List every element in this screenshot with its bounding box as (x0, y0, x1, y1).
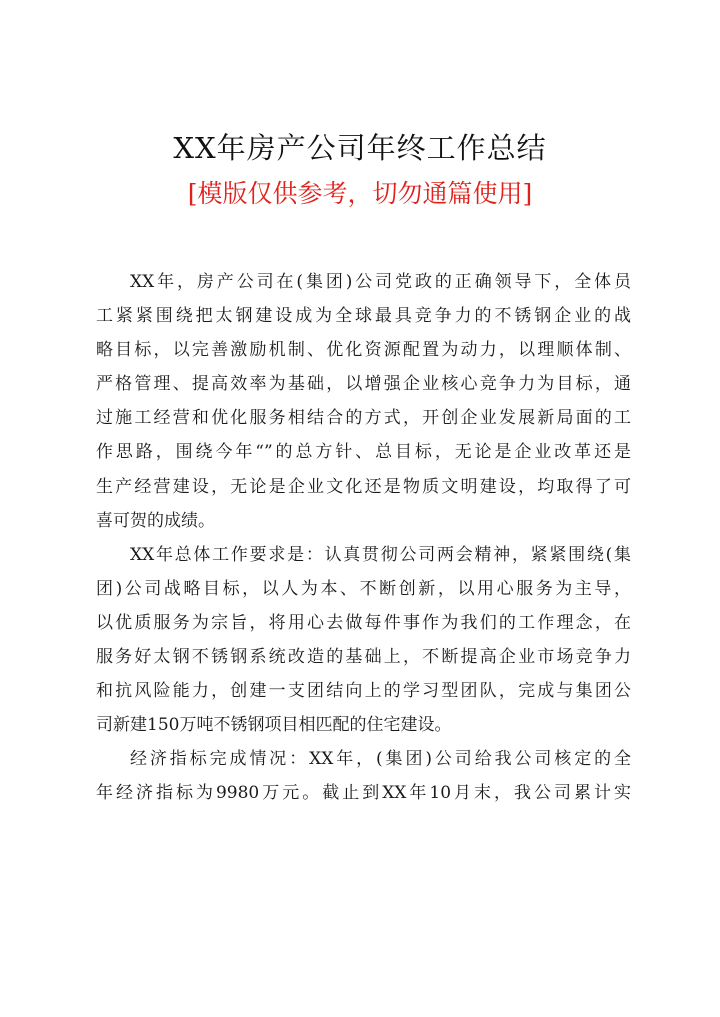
paragraph-line: XX年总体工作要求是：认真贯彻公司两会精神，紧紧围绕(集 (130, 544, 631, 565)
paragraph-line: 生产经营建设，无论是企业文化还是物质文明建设，均取得了可 (96, 476, 631, 497)
document-body (96, 265, 631, 811)
paragraph-line: 工紧紧围绕把太钢建设成为全球最具竞争力的不锈钢企业的战 (96, 306, 631, 327)
paragraph-line: 作思路，围绕今年“”的总方针、总目标，无论是企业改革还是 (96, 442, 631, 463)
paragraph-line: XX年，房产公司在(集团)公司党政的正确领导下，全体员 (130, 272, 631, 292)
paragraph-line: 略目标，以完善激励机制、优化资源配置为动力，以理顺体制、 (96, 340, 631, 361)
paragraph-line: 和抗风险能力，创建一支团结向上的学习型团队，完成与集团公 (96, 681, 631, 702)
paragraph-2 (96, 538, 631, 743)
document-title: XX年房产公司年终工作总结 (173, 131, 547, 165)
paragraph-line: 团)公司战略目标，以人为本、不断创新，以用心服务为主导， (96, 578, 631, 599)
paragraph-1 (96, 265, 631, 538)
document-subtitle: [模版仅供参考，切勿通篇使用] (187, 179, 533, 208)
paragraph-line: 服务好太钢不锈钢系统改造的基础上，不断提高企业市场竞争力 (96, 647, 631, 668)
paragraph-line: 喜可贺的成绩。 (96, 510, 215, 531)
paragraph-line: 经济指标完成情况：XX年，(集团)公司给我公司核定的全 (130, 749, 631, 770)
paragraph-line: 司新建150万吨不锈钢项目相匹配的住宅建设。 (96, 715, 452, 736)
paragraph-line: 年经济指标为9980万元。截止到XX年10月末，我公司累计实 (96, 783, 631, 804)
paragraph-line: 过施工经营和优化服务相结合的方式，开创企业发展新局面的工 (96, 408, 631, 429)
paragraph-3 (96, 742, 631, 810)
paragraph-line: 严格管理、提高效率为基础，以增强企业核心竞争力为目标，通 (96, 374, 631, 395)
paragraph-line: 以优质服务为宗旨，将用心去做每件事作为我们的工作理念，在 (96, 612, 631, 633)
